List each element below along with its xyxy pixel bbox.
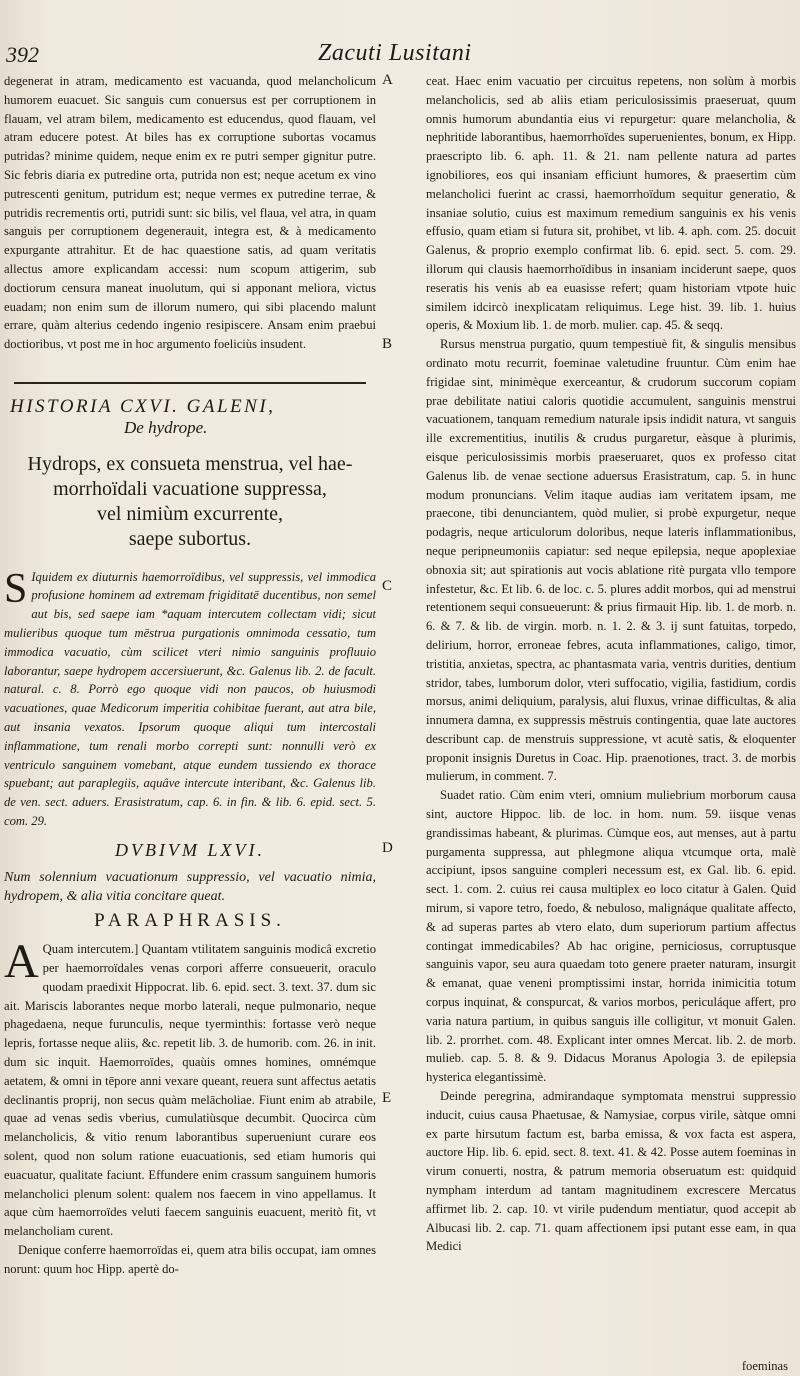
heading-line: morrhoïdali vacuatione suppressa, xyxy=(53,477,327,500)
margin-marker-d: D xyxy=(382,840,393,856)
drop-cap: S xyxy=(4,565,28,612)
drop-cap: A xyxy=(4,935,39,989)
running-head xyxy=(0,40,800,72)
heading-line: saepe subortus. xyxy=(128,527,252,550)
historia-text: Iquidem ex diuturnis haemorroïdibus, vel suppressis, vel immodica profusione hominem ad extremam frigiditatē ducentibus, non semel aut bis, sed saepe iam *aquam intercutem collectam vidi; sicut mulieribus quoque tum mēstrua purgationis omnimoda cessatio, tum immodica vacuatio, cùm scilicet vteri nimio sanguinis profluuio laborantur, saepe hydropem accersiuerunt, &c. Galenus lib. 2. de facult. natural. c. 8. Porrò ego quoque vidi non paucos, ob huiusmodi vacuationes, quae Medicorum imperitia cohibitae fuerant, aut atra bile, aut insania vexatos. Ipsorum quoque aliqui tum intercostali inflammatione, tum renali morbo correpti sunt: nonnulli verò ex ventriculo sanguinem vomebant, atque eundem tussiendo ex thorace spuebant; aut paraplegiis, aquâve intercute interibant, &c. Galenus lib. de ven. sect. aduers. Erasistratum, cap. 6. in fin. & lib. 6. epid. sect. 5. com. 29. xyxy=(4,569,376,828)
right-paragraph-2: Rursus menstrua purgatio, quum tempestiuè fit, & singulis mensibus ordinato motu recurrit, foeminae valetudine fruuntur. Cùm enim hae frigidae sint, minimèque exerceantur, & crudorum succorum copiam prae debilitate natiui caloris quotidie accumulent, sanguinis menstrui vacuationem, tanquam remedium naturale ipsis indidit natura, vt sanguis ille excrementitius, inutilis & crudus purgaretur, eàsque à plurimis, eisque periculosissimis morbis praeseruaret, quos ex professo citat Galenus lib. de venae sectione aduersus Erasistratum, cap. 5. in hunc modum pronuncians. Velim itaque audias iam veritatem ipsam, me praecone, tibi denunciantem, quòd mulier, si probè expurgetur, neque podagris, neque articulorum doloribus, neque lateris inflammationibus, neque peripneumoniis capiatur: sed neque epilepsia, neque apoplexiae obnoxia sit; aut spirationis aut vocis ablatione ritè purgata vllo tempore infestetur, &c. Et lib. 6. de loc. c. 5. plures addit morbos, qui ad menstrui retentionem sequi consueuerunt: & prius firmauit Hip. lib. 1. de morb. n. 6. & 7. & lib. de virgin. morb. n. 1. 2. & 3. ij sunt fatuitas, torpedo, delirium, horror, erroneae febres, acuta inflammationes, caligo, timor, tristitia, anxietas, spectra, ac phantasmata varia, ventris durities, dentium stridor, tabes, lumborum dolor, vteri suffocatio, vigilia, fastidium, cordis morsus, animi deliquium, paralysis, alui fluxus, vrinae difficultas, & alia innumera damna, ex suppressis mēstruis contingentia, quae late auctores describunt cap. de menstruis suppressione, vt acutè satis, & eloquenter proponit insignis Duretus in Coac. Hip. praenotiones, tract. 3. de morbis mulierum, in comment. 7. xyxy=(426,337,796,784)
heading-line: Hydrops, ex consueta menstrua, vel hae- xyxy=(27,452,353,475)
intro-paragraph: degenerat in atram, medicamento est vacuanda, quod melancholicum humorem euacuet. Sic sanguis cum conuersus est per corruptionem in flauam, vel atram bilem, medicamento est educendus, quod flauam, vel atram educere potest. At biles has ex corruptione subortas vocamus putridas? minime quidem, neque enim ex re putri semper gignitur putre. Sic febris diaria ex putredine orta, putrida non est; neque acetum ex vino putrescenti genitum, putridum est; neque vermes ex putredine terrae, & putridis recrementis orti, putridi sunt: sic bilis, vel flaua, vel atra, in quam sanguis per corruptionem degenerauit, integra est, & à medicamento expurgante attrahitur. Et de hac quaestione satis, ad quam veritatis allectus amore explicandam accessi: num scopum attigerim, sub doctiorum censura maneat inuolutum, qui si apponant meliora, victus euadam; non enim sum de illorum numero, qui sibi placendo malunt errare, quàm alterius cedendo ingenio resipiscere. Ansam enim praebui doctioribus, vt post me in hoc argumento foeliciùs insudent. xyxy=(4,74,376,352)
right-paragraph-3: Suadet ratio. Cùm enim vteri, omnium muliebrium morborum causa sint, auctore Hippoc. lib. de loc. in hom. num. 59. iisque venas grandissimas habeant, & plurimas. Cùmque eos, aut menses, aut à partu purgamenta suppressa, aut phlegmone aliqua vtcumque orta, malè accipiunt, ipsos sanguine compleri necessum est, ex Gal. lib. 6. epid. sect. 1. com. 2. cuius rei causa multiplex eo loco citatur à Galen. Quid mirum, si vapore tetro, foedo, & nebuloso, malignáque qualitate affecto, & ad superas partes ab vtero elato, dum superiorum partium affectus contingat immedicabiles? Ab hac origine, perniciosus, corruptusque sanguinis vapor, seu aura quaedam toto genere praeter naturam, insurgit & emanat, quae veneni promptissimi instar, horrida inimicitia totum corpus inquinat, & conspurcat, & varios morbos, periculáque affert, pro varia natura partium, in quibus sanguis ille colligitur, vt monuit Galen. lib. 2. prorrhet. com. 48. Explicant inter omnes Mercat. lib. 2. de morb. mulieb. cap. 5. 8. & 9. Didacus Moranus Apologia 3. de epilepsia hysterica elegantissimè. xyxy=(426,788,796,1085)
paraphrasis-text: Quam intercutem.] Quantam vtilitatem sanguinis modicâ excretio per haemorroïdales venas corpori afferre consueuerit, oraculo quodam praedixit Hippocrat. lib. 6. epid. sect. 3. text. 37. dum sic ait. Mariscis laborantes neque morbo laterali, neque pulmonario, neque phagedaena, neque furunculis, neque tyerminthis: fortasse verò neque lepris, fortasse neque aliis, &c. repetit lib. 3. de humorib. com. 26. in init. dum sic inquit. Haemorroïdes, quaùis omnes homines, omnémque aetatem, & omni in tēpore anni vexare queant, reuera sunt affectus aetatis declinantis proprij, non secus quàm melācholiae. Fiunt enim ab atrabile, quae ad venas sedis vberius, cumulatiùsque decumbit. Quocirca cùm melancholicis, & vitio renum laborantibus superueniunt curare eos solent, quod non solum ratione euacuationis, sed etiam humoris qui euacuatur, qualitate faciunt. Effundere enim crassum sanguinem humoris melancholici plenum solent: qualem nos faecem in vino appellamus. It aque cùm haemorroïdes veluti faecem sanguinis euacuent, meritò fit, vt melancholiam curent. xyxy=(4,942,376,1239)
paraphrasis-body xyxy=(4,935,376,1278)
catchword: foeminas xyxy=(741,1359,788,1373)
dubium-title xyxy=(4,841,376,860)
page-number: 392 xyxy=(6,42,39,67)
margin-marker-a: A xyxy=(382,72,393,88)
right-paragraph-1: ceat. Haec enim vacuatio per circuitus repetens, non solùm à morbis melancholicis, sed ab aliis etiam periculosissimis praeseruat, quum omnis humorum abundantia eius vi repurgetur: quare melancholia, & nephritide laborantibus, haemorrhoïdes superuenientes, bonum, ex Hipp. praescripto lib. 6. aph. 11. & 21. nam pellente natura ad partes ignobiliores, eos qui insaniam efficiunt humores, & praesertim cùm melancholici fuerint ac crassi, haemorrhoïdum sequitur generatio, & insaniae solutio, cuius est maximum remedium sanguinis ex his venis effusio, quam etiam si futura sit, prohibet, vt lib. 4. aph. com. 25. docuit Galenus, & proprio exemplo confirmat lib. 6. epid. sect. 5. com. 29. illorum qui clausis haemorrhoïdibus in insaniam inciderunt saepe, quos reseratis his venis ab ea euasisse refert; quam historiam vtpote huic similem idcircò inexplicatam reliquimus. Lege hist. 39. lib. 1. huius operis, & Moxium lib. 1. de morb. mulier. cap. 45. & seqq. xyxy=(426,74,796,333)
section-divider xyxy=(14,382,366,384)
historia-title: HISTORIA CXVI. GALENI, xyxy=(10,395,276,417)
margin-marker-b: B xyxy=(382,336,393,352)
heading-line: vel nimiùm excurrente, xyxy=(96,502,284,525)
chapter-heading xyxy=(20,452,360,552)
historia-subtitle: De hydrope. xyxy=(124,417,208,437)
dubium-question: Num solennium vacuationum suppressio, vel vacuatio nimia, hydropem, & alia vitia concitare queat. xyxy=(4,869,376,904)
running-title: Zacuti Lusitani xyxy=(318,40,472,66)
margin-marker-c: C xyxy=(382,578,393,594)
margin-marker-e: E xyxy=(382,1090,392,1106)
closing-paragraph: Denique conferre haemorroïdas ei, quem atra bilis occupat, iam omnes norunt: quum hoc Hipp. apertè do- xyxy=(4,1243,376,1276)
historia-body xyxy=(4,565,376,831)
paraphrasis-title: PARAPHRASIS. xyxy=(94,909,286,931)
right-column xyxy=(426,72,796,1362)
dubium-label: DVBIVM xyxy=(115,839,200,860)
right-paragraph-4: Deinde peregrina, admirandaque symptomata menstrui suppressio inducit, cuius causa Phaetusae, & Namysiae, corpus virile, sàtque omni ex parte hirsutum factum est, barba emissa, & vox facta est aspera, auctore Hip. lib. 6. epid. sect. 8. text. 41. & 42. Posse autem foeminas in virum conuerti, nostra, & patrum memoria obseruatum est: quidquid nympham interdum ad tantam magnitudinem excrescere Mercatus affirmet lib. 2. cap. 10. vt virile pudendum mentiatur, quod accepit ab Albucasi lib. 2. cap. 71. quam affectionem ipsi putant esse eam, in qua Medici xyxy=(426,1089,796,1254)
left-column xyxy=(4,72,376,1362)
dubium-number: LXVI. xyxy=(207,839,265,860)
